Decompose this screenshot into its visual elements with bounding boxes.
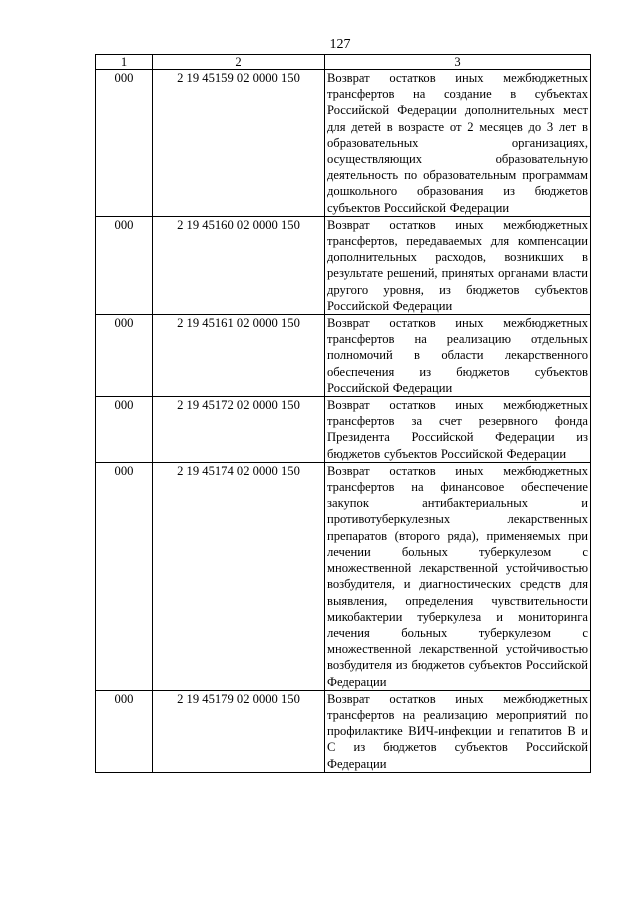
budget-code-cell: 2 19 45172 02 0000 150: [153, 397, 325, 463]
column-header-3: 3: [325, 55, 591, 70]
admin-code-cell: 000: [96, 315, 153, 397]
admin-code-cell: 000: [96, 70, 153, 217]
description-cell: Возврат остатков иных межбюджетных трансфертов на финансовое обеспечение закупок антибактериальных и противотуберкулезных лекарственных препаратов (второго ряда), применяемых при лечении больных туберкулезом с множественной лекарственной устойчивостью возбудителя, и диагностических средств для выявления, определения чувствительности микобактерии туберкулеза и мониторинга лечения больных туберкулезом с множественной лекарственной устойчивостью возбудителя из бюджетов субъектов Российской Федерации: [325, 462, 591, 690]
table-row: [96, 690, 591, 772]
admin-code-cell: 000: [96, 216, 153, 314]
description-cell: Возврат остатков иных межбюджетных трансфертов на реализацию отдельных полномочий в области лекарственного обеспечения из бюджетов субъектов Российской Федерации: [325, 315, 591, 397]
budget-classification-table: [95, 54, 591, 773]
table-row: [96, 397, 591, 463]
table-row: [96, 70, 591, 217]
table-row: [96, 315, 591, 397]
budget-code-cell: 2 19 45161 02 0000 150: [153, 315, 325, 397]
table-row: [96, 462, 591, 690]
page-number: 127: [329, 37, 351, 52]
budget-code-cell: 2 19 45160 02 0000 150: [153, 216, 325, 314]
description-cell: Возврат остатков иных межбюджетных трансфертов на создание в субъектах Российской Федерации дополнительных мест для детей в возрасте от 2 месяцев до 3 лет в образовательных организациях, осуществляющих образовательную деятельность по образовательным программам дошкольного образования из бюджетов субъектов Российской Федерации: [325, 70, 591, 217]
column-header-1: 1: [96, 55, 153, 70]
budget-code-cell: 2 19 45179 02 0000 150: [153, 690, 325, 772]
column-header-2: 2: [153, 55, 325, 70]
budget-code-cell: 2 19 45174 02 0000 150: [153, 462, 325, 690]
admin-code-cell: 000: [96, 690, 153, 772]
table-header-row: [96, 55, 591, 70]
table-row: [96, 216, 591, 314]
description-cell: Возврат остатков иных межбюджетных трансфертов за счет резервного фонда Президента Российской Федерации из бюджетов субъектов Российской Федерации: [325, 397, 591, 463]
budget-code-cell: 2 19 45159 02 0000 150: [153, 70, 325, 217]
admin-code-cell: 000: [96, 397, 153, 463]
description-cell: Возврат остатков иных межбюджетных трансфертов на реализацию мероприятий по профилактике ВИЧ-инфекции и гепатитов B и C из бюджетов субъектов Российской Федерации: [325, 690, 591, 772]
description-cell: Возврат остатков иных межбюджетных трансфертов, передаваемых для компенсации дополнительных расходов, возникших в результате решений, принятых органами власти другого уровня, из бюджетов субъектов Российской Федерации: [325, 216, 591, 314]
admin-code-cell: 000: [96, 462, 153, 690]
